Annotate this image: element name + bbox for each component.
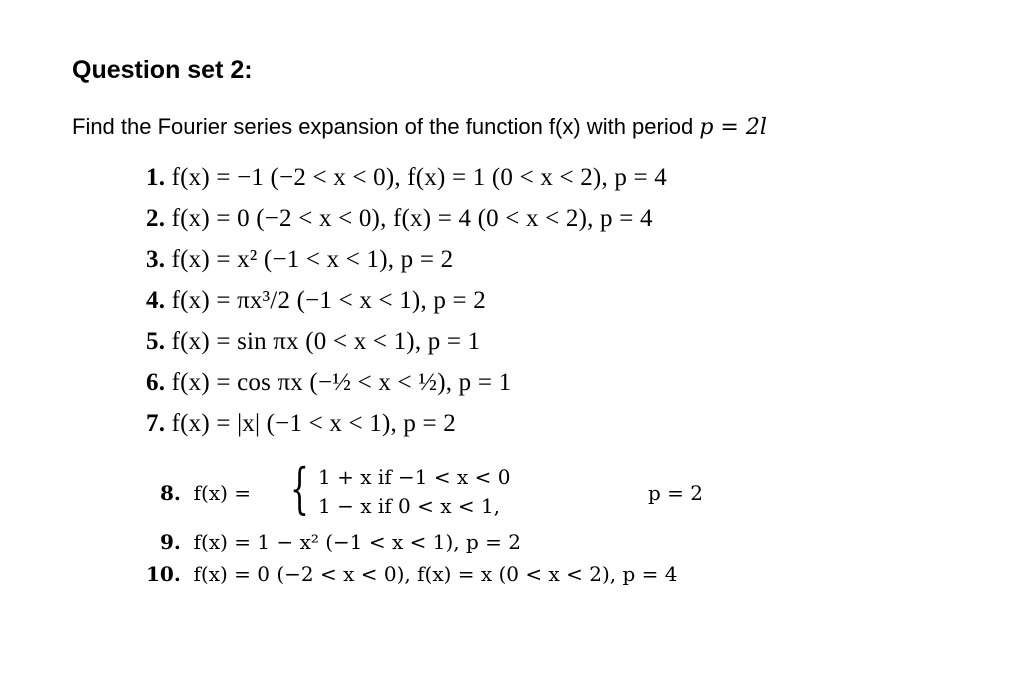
piecewise-brace: { bbox=[290, 457, 309, 520]
problem-expression: f(x) = sin πx (0 < x < 1), p = 1 bbox=[171, 328, 481, 355]
problem-number: 4. bbox=[146, 287, 166, 314]
problem-expression: f(x) = πx³/2 (−1 < x < 1), p = 2 bbox=[171, 287, 486, 314]
problem-9 bbox=[160, 530, 521, 554]
problem-expression: f(x) = |x| (−1 < x < 1), p = 2 bbox=[171, 410, 456, 437]
problem-1 bbox=[146, 164, 667, 192]
piecewise-case-1: 1 + x if −1 < x < 0 bbox=[318, 465, 511, 489]
problem-number: 10. bbox=[146, 562, 181, 586]
problem-expression: f(x) = 1 − x² (−1 < x < 1), p = 2 bbox=[193, 530, 521, 554]
problem-6 bbox=[146, 369, 511, 397]
period-formula: p = 2l bbox=[699, 115, 767, 140]
problem-number: 2. bbox=[146, 205, 166, 232]
problem-expression: f(x) = 0 (−2 < x < 0), f(x) = 4 (0 < x < 2), p = 4 bbox=[171, 205, 653, 232]
problem-4 bbox=[146, 287, 486, 315]
problem-number: 7. bbox=[146, 410, 166, 437]
problem-10 bbox=[146, 562, 678, 586]
problem-expression: f(x) = x² (−1 < x < 1), p = 2 bbox=[171, 246, 454, 273]
problem-number: 8. bbox=[160, 481, 181, 505]
instruction-text bbox=[72, 114, 767, 140]
problem-number: 3. bbox=[146, 246, 166, 273]
problem-expression: f(x) = −1 (−2 < x < 0), f(x) = 1 (0 < x < 2), p = 4 bbox=[171, 164, 667, 191]
problem-number: 6. bbox=[146, 369, 166, 396]
problem-3 bbox=[146, 246, 453, 274]
problem-number: 5. bbox=[146, 328, 166, 355]
problem-5 bbox=[146, 328, 480, 356]
question-set-heading: Question set 2: bbox=[72, 56, 253, 84]
problem-8-period: p = 2 bbox=[648, 481, 703, 505]
problem-expression: f(x) = cos πx (−½ < x < ½), p = 1 bbox=[171, 369, 512, 396]
problem-8-lhs bbox=[160, 481, 251, 505]
problem-7 bbox=[146, 410, 456, 438]
problem-expression: f(x) = bbox=[193, 481, 252, 505]
problem-number: 9. bbox=[160, 530, 181, 554]
problem-expression: f(x) = 0 (−2 < x < 0), f(x) = x (0 < x < 2), p = 4 bbox=[193, 562, 678, 586]
instruction-lead: Find the Fourier series expansion of the function f(x) with period bbox=[72, 114, 700, 139]
problem-2 bbox=[146, 205, 653, 233]
piecewise-case-2: 1 − x if 0 < x < 1, bbox=[318, 494, 501, 518]
problem-number: 1. bbox=[146, 164, 166, 191]
